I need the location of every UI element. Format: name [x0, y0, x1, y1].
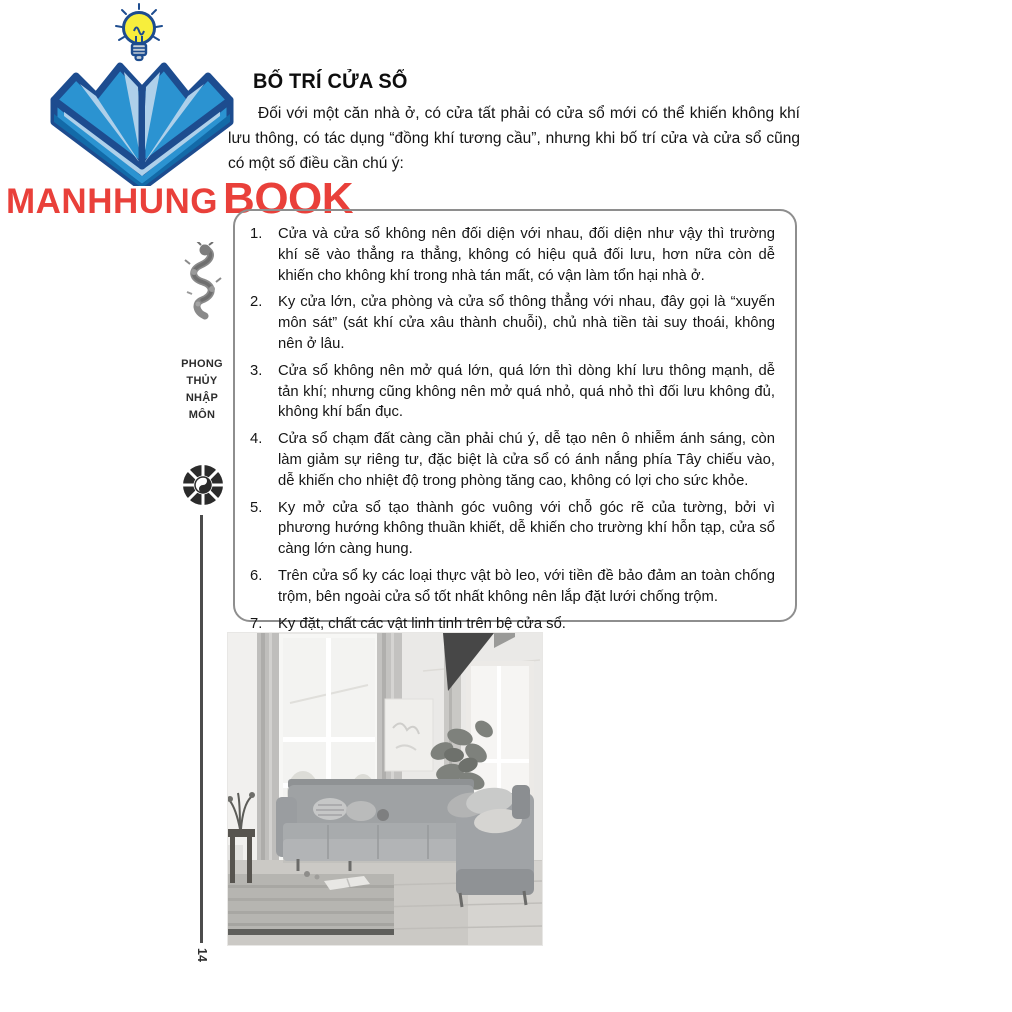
- item-number: 4.: [250, 431, 263, 448]
- bagua-compass-icon: [181, 463, 225, 507]
- item-number: 5.: [250, 499, 263, 516]
- living-room-photo: [228, 633, 542, 945]
- item-number: 7.: [250, 615, 263, 632]
- list-item: [250, 614, 775, 635]
- open-book-logo-icon: [38, 54, 246, 186]
- series-line: NHẬP: [185, 392, 219, 404]
- item-text: Ky mở cửa sổ tạo thành góc vuông với chỗ góc rẽ của tường, bởi vì phương hướng không thuần khiết, dễ khiến cho trường khí hỗn tạp, cửa sổ càng lớn càng hung.: [278, 499, 775, 558]
- list-item: [250, 224, 775, 286]
- dragon-art-icon: [182, 242, 224, 322]
- series-line: PHONG: [181, 358, 223, 370]
- series-line: MÔN: [188, 409, 216, 421]
- list-item: [250, 292, 775, 354]
- list-item: [250, 429, 775, 491]
- notes-list: [250, 224, 775, 634]
- item-text: Ky đặt, chất các vật linh tinh trên bệ cửa sổ.: [278, 615, 566, 632]
- item-text: Cửa và cửa sổ không nên đối diện với nhau, đối diện như vậy thì trường khí sẽ vào thẳng ra thẳng, không có hiệu quả đối lưu, hơn nữa còn dễ khiến cho không khí trong nhà tán mất, có vận làm tổn hại nhà ở.: [278, 226, 775, 284]
- brand-name-primary: MANHHUNG: [6, 182, 219, 221]
- sidebar-rule: [200, 515, 203, 943]
- item-number: 3.: [250, 362, 263, 379]
- item-text: Cửa sổ chạm đất càng cần phải chú ý, dễ tạo nên ô nhiễm ánh sáng, còn làm giảm sự riêng tư, đặc biệt là cửa sổ có ánh nắng phía Tây chiếu vào, dễ khiến cho nhiệt độ trong phòng tăng cao, không có lợi cho sức khỏe.: [278, 431, 775, 489]
- item-number: 6.: [250, 567, 263, 584]
- item-number: 1.: [250, 226, 263, 242]
- brand-name-secondary: BOOK: [223, 174, 354, 223]
- page-number: 14: [195, 948, 209, 962]
- item-number: 2.: [250, 294, 263, 311]
- item-text: Ky cửa lớn, cửa phòng và cửa sổ thông thẳng với nhau, đây gọi là “xuyến môn sát” (sát khí cửa xâu thành chuỗi), chủ nhà tiền tài suy thoái, không nên ở lâu.: [278, 294, 775, 352]
- list-item: [250, 566, 775, 608]
- item-text: Cửa sổ không nên mở quá lớn, quá lớn thì dòng khí lưu thông mạnh, dễ tản khí; nhưng cũng không nên mở quá nhỏ, quá nhỏ thì đối lưu không đủ, không khí bẩn đục.: [278, 362, 775, 421]
- series-line: THỦY: [186, 375, 218, 387]
- notes-box: [233, 209, 797, 632]
- series-title: [178, 356, 226, 424]
- intro-paragraph: Đối với một căn nhà ở, có cửa tất phải có cửa sổ mới có thể khiến không khí lưu thông, có tác dụng “đồng khí tương cầu”, nhưng khi bố trí cửa và cửa sổ cũng có một số điều cần chú ý:: [228, 105, 800, 172]
- list-item: [250, 498, 775, 560]
- page-title: BỐ TRÍ CỬA SỔ: [253, 70, 408, 93]
- item-text: Trên cửa sổ ky các loại thực vật bò leo, với tiền đề bảo đảm an toàn chống trộm, bên ngoài cửa sổ tốt nhất không nên lắp đặt lưới chống trộm.: [278, 567, 775, 605]
- list-item: [250, 361, 775, 423]
